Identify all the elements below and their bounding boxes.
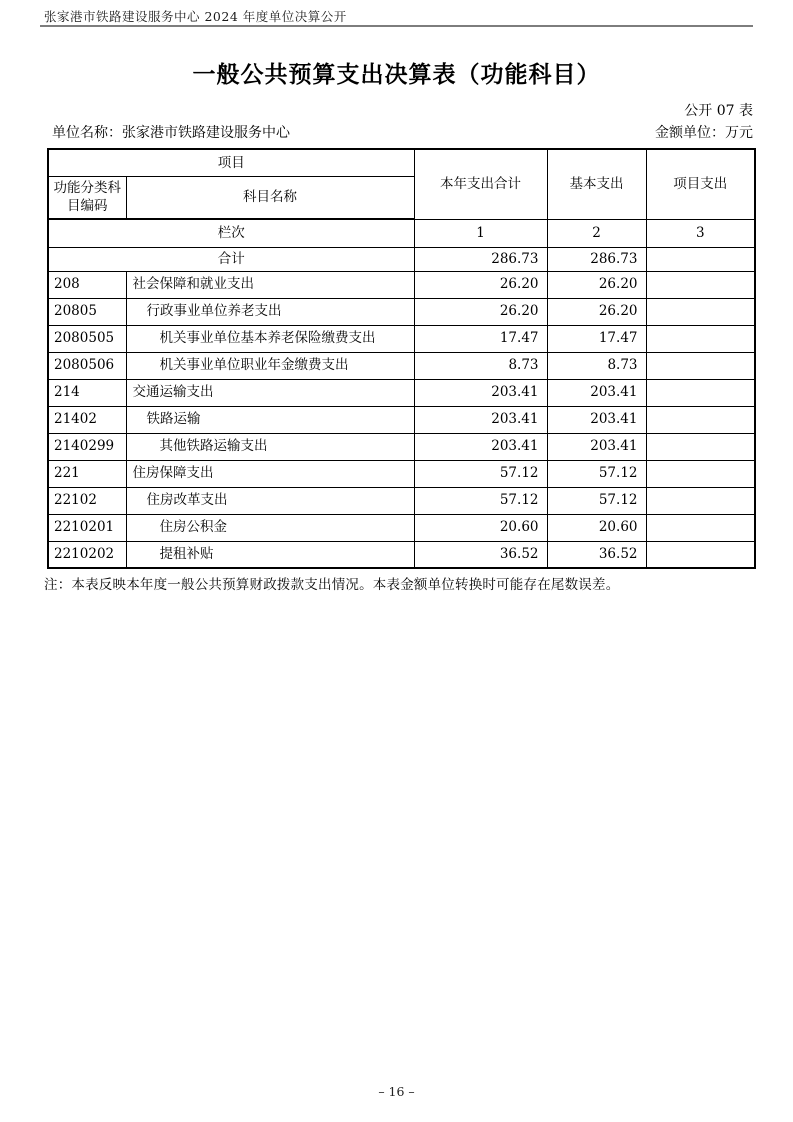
page-number: – 16 – [378,1084,415,1099]
code-cell: 2210202 [48,541,126,568]
project-cell [646,487,755,514]
project-cell [646,433,755,460]
basic-cell: 203.41 [547,379,646,406]
total-row [48,247,755,271]
total-label-cell: 合计 [48,247,414,271]
table-code-label: 公开 07 表 [684,103,753,119]
code-cell: 20805 [48,298,126,325]
header-divider [40,25,753,27]
basic-cell: 57.12 [547,460,646,487]
project-cell [646,541,755,568]
total-cell: 286.73 [414,247,547,271]
name-cell: 交通运输支出 [126,379,414,406]
table-row [48,271,755,298]
code-cell: 221 [48,460,126,487]
code-cell: 2210201 [48,514,126,541]
project-cell [646,379,755,406]
project-cell [646,298,755,325]
project-cell [646,325,755,352]
code-cell: 21402 [48,406,126,433]
basic-cell: 203.41 [547,433,646,460]
name-cell: 其他铁路运输支出 [126,433,414,460]
table-footnote: 注：本表反映本年度一般公共预算财政拨款支出情况。本表金额单位转换时可能存在尾数误差。 [44,577,620,593]
amount-unit-label: 金额单位：万元 [655,125,753,141]
basic-column-header: 基本支出 [547,149,646,219]
table-row [48,298,755,325]
project-cell [646,406,755,433]
column-number-3: 3 [646,219,755,247]
name-cell: 机关事业单位基本养老保险缴费支出 [126,325,414,352]
total-cell: 36.52 [414,541,547,568]
total-cell: 26.20 [414,271,547,298]
basic-cell: 8.73 [547,352,646,379]
name-cell: 行政事业单位养老支出 [126,298,414,325]
total-cell: 203.41 [414,379,547,406]
basic-cell: 36.52 [547,541,646,568]
item-header-cell: 项目 [48,149,414,176]
table-row [48,514,755,541]
project-cell [646,460,755,487]
total-column-header: 本年支出合计 [414,149,547,219]
name-cell: 提租补贴 [126,541,414,568]
project-cell [646,352,755,379]
column-index-row [48,219,755,247]
total-cell: 57.12 [414,460,547,487]
total-cell: 8.73 [414,352,547,379]
basic-cell: 20.60 [547,514,646,541]
code-cell: 2140299 [48,433,126,460]
total-cell: 26.20 [414,298,547,325]
page-title: 一般公共预算支出决算表（功能科目） [192,61,601,88]
code-cell: 2080505 [48,325,126,352]
table-row [48,433,755,460]
basic-cell: 17.47 [547,325,646,352]
column-number-1: 1 [414,219,547,247]
table-row [48,352,755,379]
name-cell: 住房保障支出 [126,460,414,487]
name-cell: 住房公积金 [126,514,414,541]
doc-header-text: 张家港市铁路建设服务中心 2024 年度单位决算公开 [44,9,347,24]
name-cell: 住房改革支出 [126,487,414,514]
budget-table [47,148,756,569]
basic-cell: 203.41 [547,406,646,433]
name-cell: 铁路运输 [126,406,414,433]
name-cell: 机关事业单位职业年金缴费支出 [126,352,414,379]
code-cell: 214 [48,379,126,406]
table-row [48,406,755,433]
project-cell [646,271,755,298]
column-number-2: 2 [547,219,646,247]
table-row [48,541,755,568]
basic-cell: 26.20 [547,298,646,325]
total-cell: 203.41 [414,406,547,433]
basic-cell: 26.20 [547,271,646,298]
name-cell: 社会保障和就业支出 [126,271,414,298]
total-cell: 17.47 [414,325,547,352]
header-row-item [48,149,755,176]
total-cell: 20.60 [414,514,547,541]
table-meta-row [52,122,753,142]
project-cell [646,514,755,541]
code-cell: 22102 [48,487,126,514]
lanci-cell: 栏次 [48,219,414,247]
table-row [48,460,755,487]
code-cell: 208 [48,271,126,298]
total-cell: 57.12 [414,487,547,514]
code-cell: 2080506 [48,352,126,379]
code-column-header: 功能分类科目编码 [48,176,126,219]
table-row [48,487,755,514]
table-row [48,379,755,406]
project-column-header: 项目支出 [646,149,755,219]
total-cell: 203.41 [414,433,547,460]
basic-cell: 57.12 [547,487,646,514]
name-column-header: 科目名称 [126,176,414,219]
table-row [48,325,755,352]
basic-cell: 286.73 [547,247,646,271]
project-cell [646,247,755,271]
unit-name-label: 单位名称：张家港市铁路建设服务中心 [52,125,290,141]
